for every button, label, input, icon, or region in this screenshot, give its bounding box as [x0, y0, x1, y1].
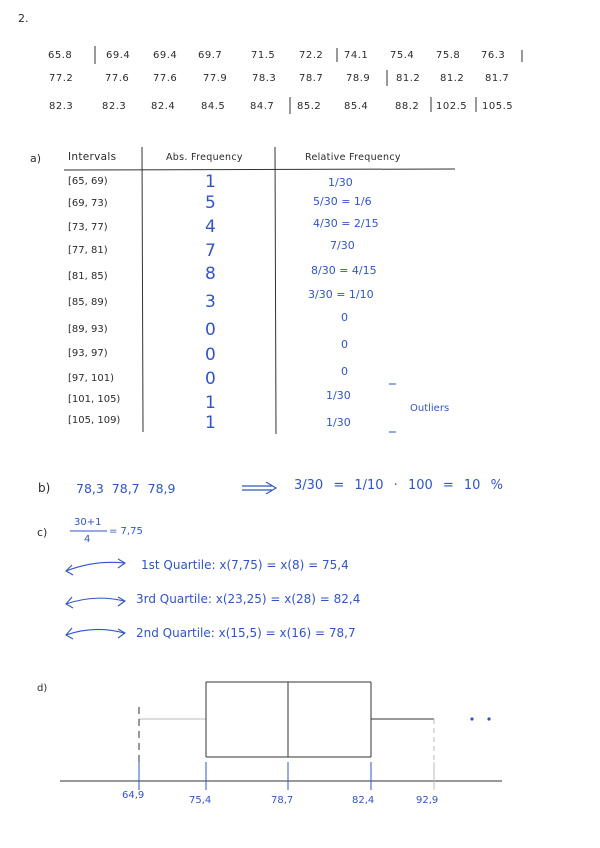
part-c-label: c): [37, 526, 48, 539]
data-value: 72.2: [299, 50, 324, 61]
arrow-q3-icon: [66, 597, 125, 608]
interval-cell: [101, 105): [68, 394, 121, 405]
second-quartile: 2nd Quartile: x(15,5) = x(16) = 78,7: [136, 626, 356, 640]
tick-label: 82,4: [352, 795, 375, 806]
interval-cell: [81, 85): [68, 271, 108, 282]
header-relative-frequency: Relative Frequency: [305, 152, 401, 163]
arrow-q2-icon: [66, 628, 125, 639]
header-intervals: Intervals: [68, 151, 117, 163]
interval-cell: [73, 77): [68, 222, 108, 233]
data-value: 77.2: [49, 73, 74, 84]
abs-frequency-cell: 1: [205, 413, 216, 433]
interval-cell: [97, 101): [68, 373, 114, 384]
relative-frequency-cell: 1/30: [326, 389, 351, 402]
abs-frequency-cell: 1: [205, 393, 216, 413]
data-value: 82.4: [151, 101, 176, 112]
data-value: 85.4: [344, 101, 369, 112]
data-value: 76.3: [481, 50, 506, 61]
data-value: 85.2: [297, 101, 322, 112]
data-value: 71.5: [251, 50, 276, 61]
fraction-numerator: 30+1: [74, 517, 102, 528]
relative-frequency-cell: 0: [341, 365, 348, 378]
interval-cell: [93, 97): [68, 348, 108, 359]
fraction-result: = 7,75: [109, 526, 143, 537]
data-value: 69.4: [106, 50, 131, 61]
data-value: 82.3: [49, 101, 74, 112]
outlier-point: [487, 717, 490, 720]
data-value: 81.7: [485, 73, 510, 84]
data-value: 77.9: [203, 73, 228, 84]
abs-frequency-cell: 0: [205, 369, 216, 389]
data-value: 102.5: [436, 101, 468, 112]
implies-arrow-icon: [242, 482, 276, 494]
relative-frequency-cell: 0: [341, 311, 348, 324]
tick-label: 92,9: [416, 795, 439, 806]
tick-label: 64,9: [122, 790, 145, 801]
data-value: 84.5: [201, 101, 226, 112]
data-value: 69.7: [198, 50, 223, 61]
table-header-rule: [64, 169, 455, 170]
data-value: 88.2: [395, 101, 420, 112]
data-value: 78.7: [299, 73, 324, 84]
interval-cell: [105, 109): [68, 415, 121, 426]
fraction-denominator: 4: [84, 534, 91, 545]
data-value: 81.2: [396, 73, 421, 84]
data-value: 84.7: [250, 101, 275, 112]
data-value: 69.4: [153, 50, 178, 61]
abs-frequency-cell: 1: [205, 172, 216, 192]
abs-frequency-cell: 4: [205, 217, 216, 237]
data-value: 105.5: [482, 101, 514, 112]
data-value: 82.3: [102, 101, 127, 112]
interval-cell: [85, 89): [68, 297, 108, 308]
data-value: 78.3: [252, 73, 277, 84]
header-abs-frequency: Abs. Frequency: [166, 152, 243, 163]
boxplot: [60, 682, 502, 790]
abs-frequency-cell: 7: [205, 241, 216, 261]
table-lines: [64, 147, 455, 434]
data-value: 77.6: [105, 73, 130, 84]
interval-cell: [69, 73): [68, 198, 108, 209]
interval-cell: [77, 81): [68, 245, 108, 256]
table-column-rule: [275, 147, 276, 434]
data-value: 75.4: [390, 50, 415, 61]
relative-frequency-cell: 7/30: [330, 239, 355, 252]
part-a-label: a): [30, 152, 42, 165]
relative-frequency-cell: 3/30 = 1/10: [308, 288, 374, 301]
relative-frequency-cell: 8/30 = 4/15: [311, 264, 377, 277]
data-value: 77.6: [153, 73, 178, 84]
relative-frequency-cell: 5/30 = 1/6: [313, 195, 372, 208]
abs-frequency-cell: 0: [205, 320, 216, 340]
data-value: 78.9: [346, 73, 371, 84]
interval-cell: [65, 69): [68, 176, 108, 187]
relative-frequency-cell: 0: [341, 338, 348, 351]
outliers-note: Outliers: [410, 403, 450, 414]
relative-frequency-cell: 1/30: [326, 416, 351, 429]
data-value: 74.1: [344, 50, 369, 61]
abs-frequency-cell: 8: [205, 264, 216, 284]
data-value: 65.8: [48, 50, 73, 61]
relative-frequency-cell: 4/30 = 2/15: [313, 217, 379, 230]
abs-frequency-cell: 0: [205, 345, 216, 365]
tick-label: 75,4: [189, 795, 212, 806]
first-quartile: 1st Quartile: x(7,75) = x(8) = 75,4: [141, 558, 349, 572]
abs-frequency-cell: 5: [205, 193, 216, 213]
tick-label: 78,7: [271, 795, 294, 806]
problem-number: 2.: [18, 12, 29, 25]
axis-ticks: [139, 762, 434, 790]
interval-cell: [89, 93): [68, 324, 108, 335]
part-b-result: 3/30 = 1/10 · 100 = 10 %: [294, 478, 503, 493]
part-b-label: b): [38, 481, 51, 495]
third-quartile: 3rd Quartile: x(23,25) = x(28) = 82,4: [136, 592, 361, 606]
data-value: 81.2: [440, 73, 465, 84]
outlier-marks: [389, 384, 396, 432]
data-value: 75.8: [436, 50, 461, 61]
relative-frequency-cell: 1/30: [328, 176, 353, 189]
part-b-values: 78,3 78,7 78,9: [76, 481, 176, 496]
outlier-point: [470, 717, 473, 720]
arrow-q1-icon: [66, 559, 125, 575]
abs-frequency-cell: 3: [205, 292, 216, 312]
table-column-rule: [142, 147, 143, 432]
part-d-label: d): [37, 683, 48, 694]
